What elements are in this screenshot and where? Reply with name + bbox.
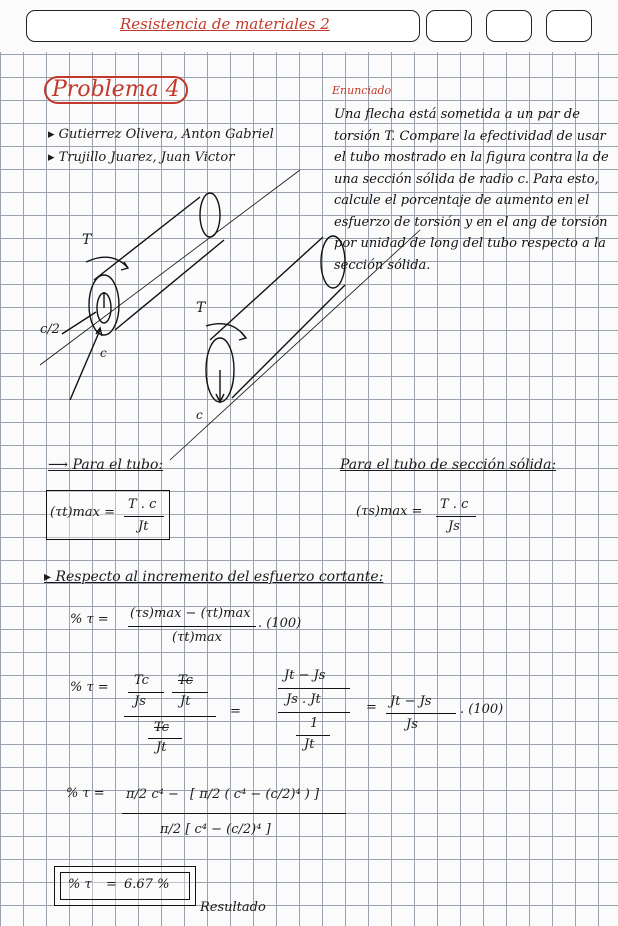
author-2: ▸ Trujillo Juarez, Juan Victor — [48, 150, 235, 165]
tube-formula-lhs: (τt)max = — [50, 505, 115, 520]
eq2-c-num: Tc — [154, 720, 169, 735]
eq2-mid-bar — [278, 688, 350, 689]
increment-heading: ▸ Respecto al incremento del esfuerzo cortante: — [44, 569, 384, 585]
eq2-equals-1: = — [230, 704, 241, 719]
tube-heading-text: Para el tubo: — [72, 457, 164, 473]
label-torque-lower: T — [196, 300, 206, 316]
eq2-mid-num: Jt − Js — [284, 668, 326, 683]
eq2-main-bar — [124, 716, 216, 717]
result-equals: = — [106, 877, 117, 892]
statement-label: Enunciado — [332, 84, 392, 97]
eq1-tail: . (100) — [258, 616, 302, 631]
tube-fraction-bar — [124, 516, 164, 517]
solid-heading: Para el tubo de sección sólida: — [340, 457, 557, 473]
problem-statement: Una flecha está sometida a un par de torsión T. Compare la efectividad de usar el tubo mostrado en la figura contra la de una sección sólida de radio c. Para esto, calcule el porcentaje de aumento en el esfuerzo de torsión y en el ang de torsión por unidad de long del tubo respecto a la sección sólida. — [334, 107, 609, 273]
eq2-rhs-tail: . (100) — [460, 702, 504, 717]
eq2-b-num: Tc — [178, 673, 193, 688]
eq2-rhs-den: Js — [406, 717, 418, 732]
solid-formula-num: T . c — [440, 497, 469, 512]
eq1-denominator: (τt)max — [172, 630, 222, 645]
problem-title: Problema 4 — [44, 76, 188, 104]
eq3-num-a: π/2 c⁴ − — [126, 787, 179, 802]
eq2-mid-main-bar — [278, 712, 350, 713]
eq2-mid-den3: Jt — [304, 737, 315, 752]
author-1-name: Gutierrez Olivera, Anton Gabriel — [58, 127, 274, 142]
eq1-numerator: (τs)max − (τt)max — [130, 606, 251, 621]
solid-formula-den: Js — [448, 519, 460, 534]
author-2-name: Trujillo Juarez, Juan Victor — [58, 150, 235, 165]
result-value: 6.67 % — [124, 877, 170, 892]
tube-heading: ⟶ Para el tubo: — [48, 457, 164, 473]
eq1-fraction-bar — [128, 626, 256, 627]
eq3-num-b: [ π/2 ( c⁴ − (c/2)⁴ ) ] — [190, 787, 320, 802]
increment-heading-text: Respecto al incremento del esfuerzo cortante: — [55, 569, 384, 585]
solid-formula-lhs: (τs)max = — [356, 504, 423, 519]
eq2-mid-den2: 1 — [310, 716, 319, 731]
eq2-a-den: Js — [134, 694, 146, 709]
label-torque-upper: T — [82, 232, 92, 248]
document-title: Resistencia de materiales 2 — [120, 15, 330, 33]
eq3-den: π/2 [ c⁴ − (c/2)⁴ ] — [160, 822, 271, 837]
label-c-solid: c — [196, 408, 203, 422]
author-1: ▸ Gutierrez Olivera, Anton Gabriel — [48, 127, 274, 142]
result-lhs: % τ — [68, 877, 92, 892]
label-c-half: c/2 — [40, 322, 60, 337]
label-c-tube: c — [100, 346, 107, 360]
eq2-a-num: Tc — [134, 673, 149, 688]
eq2-rhs-num: Jt − Js — [390, 694, 432, 709]
eq2-c-bar — [148, 738, 182, 739]
solid-fraction-bar — [436, 516, 476, 517]
tube-formula-num: T . c — [128, 497, 157, 512]
eq3-fraction-bar — [122, 813, 346, 814]
eq2-mid-den1: Js . Jt — [286, 692, 321, 707]
eq2-rhs-bar — [386, 713, 456, 714]
tube-formula-den: Jt — [138, 519, 149, 534]
eq2-b-den: Jt — [180, 694, 191, 709]
eq2-lhs: % τ = — [70, 680, 109, 695]
eq2-mid-den-bar — [296, 735, 330, 736]
eq2-b-bar — [172, 692, 208, 693]
eq3-lhs: % τ = — [66, 786, 105, 801]
eq2-c-den: Jt — [156, 740, 167, 755]
eq2-a-bar — [128, 692, 164, 693]
result-label: Resultado — [200, 900, 266, 915]
eq1-lhs: % τ = — [70, 612, 109, 627]
eq2-equals-2: = — [366, 700, 377, 715]
